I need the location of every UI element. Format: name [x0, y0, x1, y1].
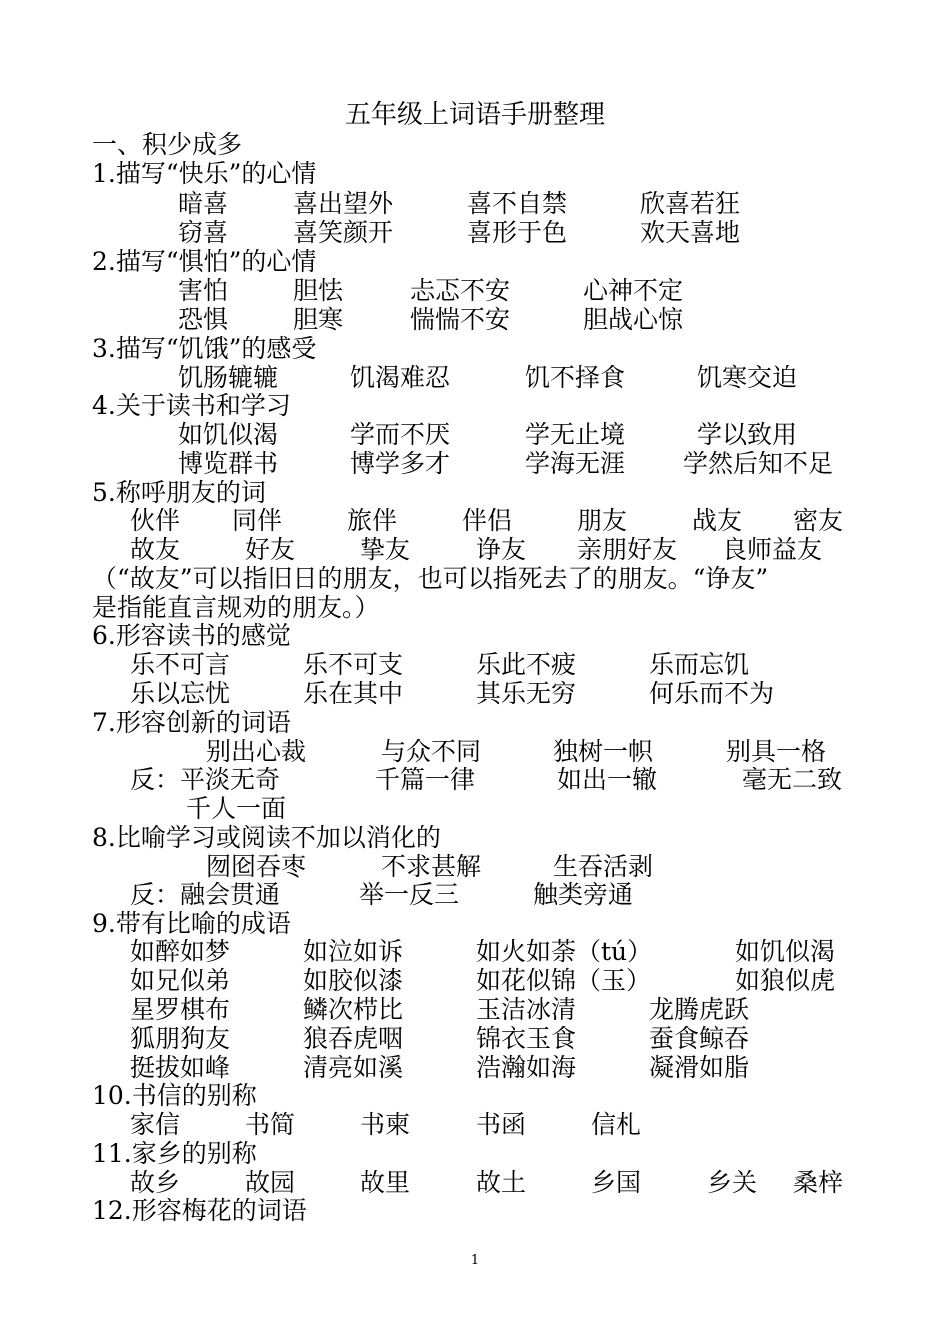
line-text: 是指能直言规劝的朋友。） — [92, 593, 380, 622]
text-line — [0, 305, 950, 334]
word-item: 学而不厌 — [350, 420, 451, 449]
word-item: 独树一帜 — [553, 737, 654, 766]
word-item: 喜笑颜开 — [293, 218, 394, 247]
text-line — [0, 966, 950, 995]
text-line — [0, 765, 950, 794]
word-item: 恐惧 — [178, 305, 229, 334]
text-line — [0, 535, 950, 564]
word-item: 如狼似虎 — [735, 966, 836, 995]
word-item: 反：融会贯通 — [130, 880, 281, 909]
word-item: 饥寒交迫 — [697, 363, 798, 392]
line-text: 9.带有比喻的成语 — [92, 909, 291, 938]
word-item: 清亮如溪 — [303, 1053, 404, 1082]
text-line — [0, 247, 950, 276]
word-item: 其乐无穷 — [476, 679, 577, 708]
word-item: 如火如荼（tú） — [476, 937, 653, 966]
word-item: 乐此不疲 — [476, 650, 577, 679]
word-item: 囫囵吞枣 — [206, 852, 307, 881]
word-item: 胆战心惊 — [583, 305, 684, 334]
text-line — [0, 937, 950, 966]
word-item: 何乐而不为 — [649, 679, 775, 708]
line-text: 7.形容创新的词语 — [92, 708, 291, 737]
word-item: 博学多才 — [350, 449, 451, 478]
word-item: 毫无二致 — [742, 765, 843, 794]
text-line — [0, 852, 950, 881]
word-item: 玉洁冰清 — [476, 995, 577, 1024]
line-text: 3.描写“饥饿”的感受 — [92, 334, 317, 363]
text-line — [0, 995, 950, 1024]
line-text: 11.家乡的别称 — [92, 1139, 257, 1168]
word-item: 心神不定 — [583, 276, 684, 305]
line-text: 1.描写“快乐”的心情 — [92, 159, 317, 188]
text-line — [0, 679, 950, 708]
text-line — [0, 1110, 950, 1139]
text-line — [0, 334, 950, 363]
line-text: 8.比喻学习或阅读不加以消化的 — [92, 823, 441, 852]
word-item: 同伴 — [232, 506, 283, 535]
word-item: 生吞活剥 — [553, 852, 654, 881]
text-line — [0, 1081, 950, 1110]
page-title: 五年级上词语手册整理 — [344, 100, 605, 130]
text-line — [0, 794, 950, 823]
word-item: 故友 — [130, 535, 181, 564]
word-item: 窃喜 — [178, 218, 229, 247]
word-item: 故园 — [245, 1168, 296, 1197]
word-item: 朋友 — [577, 506, 628, 535]
word-item: 不求甚解 — [381, 852, 482, 881]
line-text: 10.书信的别称 — [92, 1081, 257, 1110]
text-line — [0, 621, 950, 650]
page-number: 1 — [470, 1253, 480, 1268]
line-text: 2.描写“惧怕”的心情 — [92, 247, 317, 276]
text-line — [0, 130, 950, 159]
word-item: 亲朋好友 — [577, 535, 678, 564]
word-item: 乐以忘忧 — [130, 679, 231, 708]
text-line — [0, 391, 950, 420]
word-item: 饥肠辘辘 — [178, 363, 279, 392]
word-item: 欣喜若狂 — [640, 189, 741, 218]
word-item: 博览群书 — [178, 449, 279, 478]
word-item: 饥渴难忍 — [350, 363, 451, 392]
word-item: 书简 — [245, 1110, 296, 1139]
word-item: 胆怯 — [293, 276, 344, 305]
text-line — [0, 363, 950, 392]
word-item: 如花似锦（玉） — [476, 966, 652, 995]
text-line — [0, 564, 950, 593]
word-item: 龙腾虎跃 — [649, 995, 750, 1024]
word-item: 如饥似渴 — [735, 937, 836, 966]
word-item: 乡国 — [591, 1168, 642, 1197]
word-item: 诤友 — [476, 535, 527, 564]
text-line — [0, 449, 950, 478]
word-item: 暗喜 — [178, 189, 229, 218]
text-line — [0, 1024, 950, 1053]
text-line — [0, 420, 950, 449]
word-item: 别具一格 — [726, 737, 827, 766]
word-item: 害怕 — [178, 276, 229, 305]
text-line — [0, 1139, 950, 1168]
word-item: 狐朋狗友 — [130, 1024, 231, 1053]
word-item: 蚕食鲸吞 — [649, 1024, 750, 1053]
word-item: 如胶似漆 — [303, 966, 404, 995]
word-item: 故乡 — [130, 1168, 181, 1197]
text-line — [0, 823, 950, 852]
word-item: 乡关 — [707, 1168, 758, 1197]
word-item: 挺拔如峰 — [130, 1053, 231, 1082]
line-text: 千人一面 — [186, 794, 287, 823]
word-item: 故土 — [476, 1168, 527, 1197]
word-item: 锦衣玉食 — [476, 1024, 577, 1053]
word-item: 如泣如诉 — [303, 937, 404, 966]
line-text: 一、积少成多 — [92, 130, 243, 159]
word-item: 反：平淡无奇 — [130, 765, 281, 794]
word-item: 故里 — [360, 1168, 411, 1197]
word-item: 喜不自禁 — [467, 189, 568, 218]
word-item: 如饥似渴 — [178, 420, 279, 449]
line-text: 12.形容梅花的词语 — [92, 1196, 307, 1225]
text-line — [0, 909, 950, 938]
word-item: 桑梓 — [793, 1168, 844, 1197]
word-item: 好友 — [245, 535, 296, 564]
word-item: 惴惴不安 — [410, 305, 511, 334]
word-item: 乐不可言 — [130, 650, 231, 679]
word-item: 胆寒 — [293, 305, 344, 334]
word-item: 挚友 — [360, 535, 411, 564]
word-item: 与众不同 — [381, 737, 482, 766]
word-item: 战友 — [692, 506, 743, 535]
text-line — [0, 737, 950, 766]
word-item: 如醉如梦 — [130, 937, 231, 966]
word-item: 乐不可支 — [303, 650, 404, 679]
word-item: 举一反三 — [359, 880, 460, 909]
word-item: 喜形于色 — [467, 218, 568, 247]
text-line — [0, 880, 950, 909]
line-text: （“故友”可以指旧日的朋友，也可以指死去了的朋友。“诤友” — [92, 564, 769, 593]
text-line — [0, 506, 950, 535]
word-item: 忐忑不安 — [410, 276, 511, 305]
word-item: 饥不择食 — [525, 363, 626, 392]
word-item: 旅伴 — [347, 506, 398, 535]
word-item: 书柬 — [360, 1110, 411, 1139]
word-item: 伴侣 — [462, 506, 513, 535]
word-item: 狼吞虎咽 — [303, 1024, 404, 1053]
word-item: 别出心裁 — [206, 737, 307, 766]
word-item: 良师益友 — [722, 535, 823, 564]
text-line — [0, 1196, 950, 1225]
text-line — [0, 1053, 950, 1082]
line-text: 4.关于读书和学习 — [92, 391, 291, 420]
line-text: 5.称呼朋友的词 — [92, 478, 266, 507]
word-item: 乐而忘饥 — [649, 650, 750, 679]
word-item: 欢天喜地 — [640, 218, 741, 247]
text-line — [0, 650, 950, 679]
text-line — [0, 593, 950, 622]
text-line — [0, 1168, 950, 1197]
word-item: 如兄似弟 — [130, 966, 231, 995]
text-line — [0, 276, 950, 305]
text-line — [0, 478, 950, 507]
word-item: 喜出望外 — [293, 189, 394, 218]
word-item: 密友 — [793, 506, 844, 535]
text-line — [0, 189, 950, 218]
word-item: 学以致用 — [697, 420, 798, 449]
word-item: 如出一辙 — [557, 765, 658, 794]
word-item: 学无止境 — [525, 420, 626, 449]
text-line — [0, 159, 950, 188]
word-item: 家信 — [130, 1110, 181, 1139]
word-item: 鳞次栉比 — [303, 995, 404, 1024]
word-item: 学然后知不足 — [683, 449, 834, 478]
text-line — [0, 708, 950, 737]
word-item: 星罗棋布 — [130, 995, 231, 1024]
word-item: 千篇一律 — [375, 765, 476, 794]
word-item: 书函 — [476, 1110, 527, 1139]
word-item: 浩瀚如海 — [476, 1053, 577, 1082]
line-text: 6.形容读书的感觉 — [92, 621, 291, 650]
word-item: 信札 — [591, 1110, 642, 1139]
word-item: 触类旁通 — [533, 880, 634, 909]
word-item: 凝滑如脂 — [649, 1053, 750, 1082]
word-item: 学海无涯 — [525, 449, 626, 478]
word-item: 伙伴 — [130, 506, 181, 535]
word-item: 乐在其中 — [303, 679, 404, 708]
text-line — [0, 218, 950, 247]
